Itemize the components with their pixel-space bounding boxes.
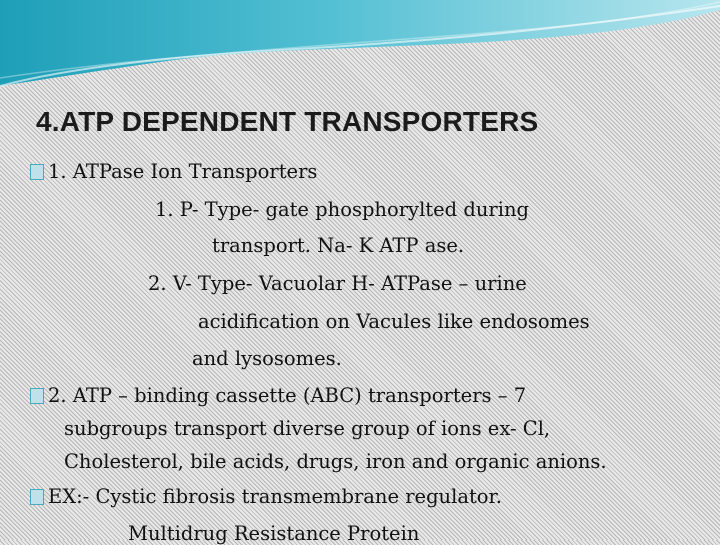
slide-title: 4.ATP DEPENDENT TRANSPORTERS: [36, 106, 539, 137]
bullet-line-2: [30, 386, 526, 406]
sub-line-2: transport. Na- K ATP ase.: [212, 234, 465, 257]
bullet-box-icon: [30, 164, 44, 180]
header-wave-decoration: [0, 0, 720, 95]
line-text: 1. ATPase Ion Transporters: [48, 160, 318, 183]
continuation-line-1: subgroups transport diverse group of ions ex- Cl,: [64, 417, 551, 440]
sub-line-5: and lysosomes.: [192, 347, 342, 370]
line-text: EX:- Cystic fibrosis transmembrane regulator.: [48, 485, 502, 508]
continuation-line-2: Cholesterol, bile acids, drugs, iron and organic anions.: [64, 450, 607, 473]
bullet-line-3: [30, 487, 502, 507]
bullet-box-icon: [30, 489, 44, 505]
sub-line-1: 1. P- Type- gate phosphorylted during: [155, 198, 530, 221]
sub-line-4: acidification on Vacules like endosomes: [198, 310, 590, 333]
bullet-line-1: [30, 162, 317, 182]
cut-off-line: Multidrug Resistance Protein: [128, 522, 420, 545]
line-text: 2. ATP – binding cassette (ABC) transporters – 7: [48, 384, 527, 407]
sub-line-3: 2. V- Type- Vacuolar H- ATPase – urine: [148, 272, 527, 295]
bullet-box-icon: [30, 388, 44, 404]
